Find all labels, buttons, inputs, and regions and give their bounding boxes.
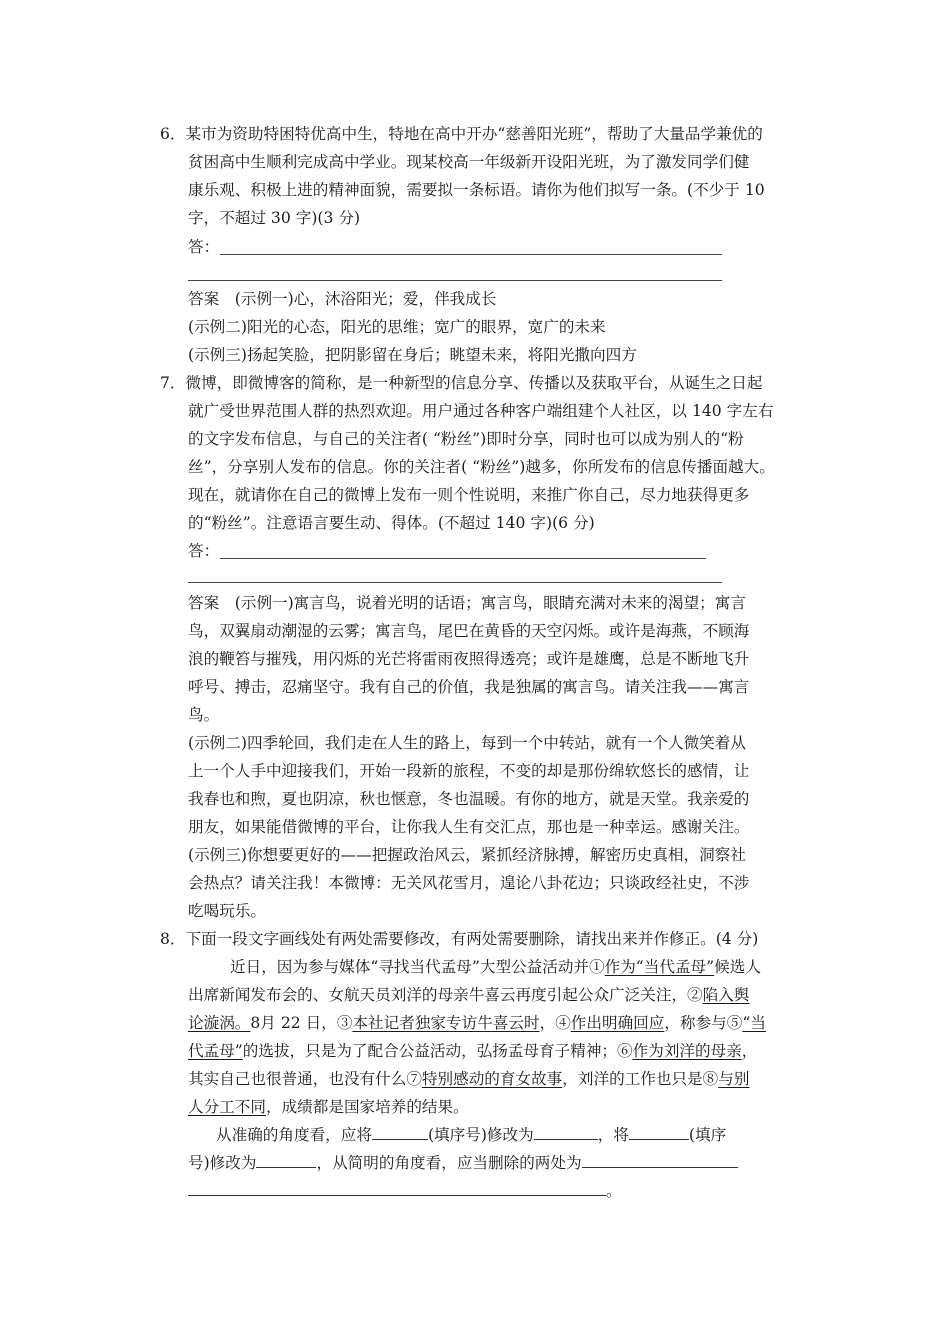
q8-text: 出席新闻发布会的、女航天员刘洋的母亲牛喜云再度引起公众广泛关注，② <box>188 986 703 1004</box>
q7-answer-line-1 <box>220 558 706 559</box>
q8-fill-text: ，将 <box>597 1126 629 1144</box>
q7-line-3: 的文字发布信息，与自己的关注者( “粉丝”)即时分享，同时也可以成为别人的“粉 <box>188 430 744 448</box>
q8-fill-text: 号)修改为 <box>188 1154 257 1172</box>
q7-answer-3: 浪的鞭笞与摧残，用闪烁的光芒将雷雨夜照得透亮；或许是雄鹰，总是不断地飞升 <box>188 650 750 668</box>
q7-answer-6: (示例二)四季轮回，我们走在人生的路上，每到一个中转站，就有一个人微笑着从 <box>188 734 746 752</box>
fill-blank-3[interactable] <box>629 1125 689 1140</box>
q8-text: 8月 22 日，③ <box>250 1014 353 1032</box>
q8-fill-text: (填序 <box>688 1126 727 1144</box>
q7-answer-line-2 <box>188 582 722 583</box>
q8-underlined-8: 与别 <box>718 1070 750 1088</box>
q8-fill-text: 。 <box>606 1182 622 1200</box>
q8-underlined-7: 特别感动的育女故事 <box>421 1070 563 1088</box>
q7-answer-8: 我春也和煦，夏也阴凉，秋也惬意，冬也温暖。有你的地方，就是天堂。我亲爱的 <box>188 790 750 808</box>
fill-blank-1[interactable] <box>372 1125 428 1140</box>
q8-underlined-2: 陷入舆 <box>702 986 750 1004</box>
q8-underlined-8: 人分工不同 <box>188 1098 266 1116</box>
q6-line-3: 康乐观、积极上进的精神面貌，需要拟一条标语。请你为他们拟写一条。(不少于 10 <box>188 181 765 199</box>
q6-answer-1: 答案 (示例一)心，沐浴阳光；爱，伴我成长 <box>188 290 497 308</box>
q6-answer-line-1 <box>220 254 722 255</box>
q8-text: ， <box>741 1042 758 1060</box>
q8-fill-line-2 <box>188 1153 738 1173</box>
q8-passage-line-4 <box>188 1041 757 1061</box>
q7-answer-7: 上一个人手中迎接我们，开始一段新的旅程，不变的却是那份绵软悠长的感情，让 <box>188 762 750 780</box>
q8-fill-text: ，从简明的角度看，应当删除的两处为 <box>316 1154 582 1172</box>
q8-underlined-5: “当 <box>742 1014 766 1032</box>
q8-fill-line-3 <box>188 1181 622 1201</box>
q7-line-1: 7．微博，即微博客的简称，是一种新型的信息分享、传播以及获取平台，从诞生之日起 <box>160 374 763 392</box>
q7-answer-4: 呼号、搏击，忍痛坚守。我有自己的价值，我是独属的寓言鸟。请关注我——寓言 <box>188 678 750 696</box>
q8-underlined-5: 代孟母” <box>188 1042 243 1060</box>
fill-blank-4[interactable] <box>256 1153 316 1168</box>
q8-text: 的选拔，只是为了配合公益活动，弘扬孟母育子精神；⑥ <box>242 1042 633 1060</box>
q7-answer-2: 鸟，双翼扇动潮湿的云雾；寓言鸟，尾巴在黄昏的天空闪烁。或许是海燕，不顾海 <box>188 622 750 640</box>
q7-line-5: 现在，就请你在自己的微博上发布一则个性说明，来推广你自己，尽力地获得更多 <box>188 486 750 504</box>
q8-underlined-1: 作为“当代孟母” <box>604 958 715 976</box>
q6-answer-3: (示例三)扬起笑脸，把阴影留在身后；眺望未来，将阳光撒向四方 <box>188 346 637 364</box>
q7-answer-prompt: 答： <box>188 542 220 560</box>
q8-text: ，成绩都是国家培养的结果。 <box>265 1098 469 1116</box>
q6-answer-2: (示例二)阳光的心态，阳光的思维；宽广的眼界，宽广的未来 <box>188 318 606 336</box>
fill-blank-5[interactable] <box>582 1153 738 1168</box>
q6-line-1: 6．某市为资助特困特优高中生，特地在高中开办“慈善阳光班”，帮助了大量品学兼优的 <box>160 125 763 143</box>
q6-line-4: 字，不超过 30 字)(3 分) <box>188 209 361 227</box>
q8-fill-line-1 <box>216 1125 726 1145</box>
q7-answer-1: 答案 (示例一)寓言鸟，说着光明的话语；寓言鸟，眼睛充满对未来的渴望；寓言 <box>188 594 746 612</box>
q6-line-2: 贫困高中生顺利完成高中学业。现某校高一年级新开设阳光班，为了激发同学们健 <box>188 153 750 171</box>
q8-text: ，称参与⑤ <box>664 1014 743 1032</box>
fill-blank-2[interactable] <box>534 1125 598 1140</box>
q8-text: ，④ <box>539 1014 571 1032</box>
q8-passage-line-6 <box>188 1097 469 1117</box>
q7-line-6: 的“粉丝”。注意语言要生动、得体。(不超过 140 字)(6 分) <box>188 514 595 532</box>
q8-stem: 8．下面一段文字画线处有两处需要修改，有两处需要删除，请找出来并作修正。(4 分) <box>160 930 759 948</box>
q7-answer-9: 朋友，如果能借微博的平台，让你我人生有交汇点，那也是一种幸运。感谢关注。 <box>188 818 750 836</box>
q8-passage-line-5 <box>188 1069 749 1089</box>
q6-answer-line-2 <box>188 280 722 281</box>
q8-fill-text: 从准确的角度看，应将 <box>216 1126 372 1144</box>
q8-underlined-6: 作为刘洋的母亲 <box>632 1042 742 1060</box>
q7-line-2: 就广受世界范围人群的热烈欢迎。用户通过各种客户端组建个人社区，以 140 字左右 <box>188 402 774 420</box>
q8-fill-text: (填序号)修改为 <box>427 1126 534 1144</box>
q8-passage-line-1 <box>230 957 761 977</box>
fill-blank-5-continued[interactable] <box>188 1181 606 1196</box>
q8-passage-line-2 <box>188 985 749 1005</box>
q8-text: 候选人 <box>714 958 761 976</box>
q8-passage-line-3 <box>188 1013 766 1033</box>
q8-underlined-2: 论漩涡。 <box>188 1014 251 1032</box>
q8-underlined-3: 本社记者独家专访牛喜云时 <box>352 1014 540 1032</box>
q8-underlined-4: 作出明确回应 <box>570 1014 665 1032</box>
q6-answer-prompt: 答： <box>188 238 220 256</box>
q7-line-4: 丝”，分享别人发布的信息。你的关注者( “粉丝”)越多，你所发布的信息传播面越大。 <box>188 458 775 476</box>
q7-answer-11: 会热点？请关注我！本微博：无关风花雪月，遑论八卦花边；只谈政经社史，不涉 <box>188 874 750 892</box>
q8-text: 近日，因为参与媒体“寻找当代孟母”大型公益活动并① <box>230 958 605 976</box>
q7-answer-10: (示例三)你想要更好的——把握政治风云，紧抓经济脉搏，解密历史真相，洞察社 <box>188 846 746 864</box>
q8-text: ，刘洋的工作也只是⑧ <box>562 1070 719 1088</box>
q7-answer-5: 鸟。 <box>188 706 220 724</box>
q7-answer-12: 吃喝玩乐。 <box>188 902 266 920</box>
q8-text: 其实自己也很普通，也没有什么⑦ <box>188 1070 422 1088</box>
